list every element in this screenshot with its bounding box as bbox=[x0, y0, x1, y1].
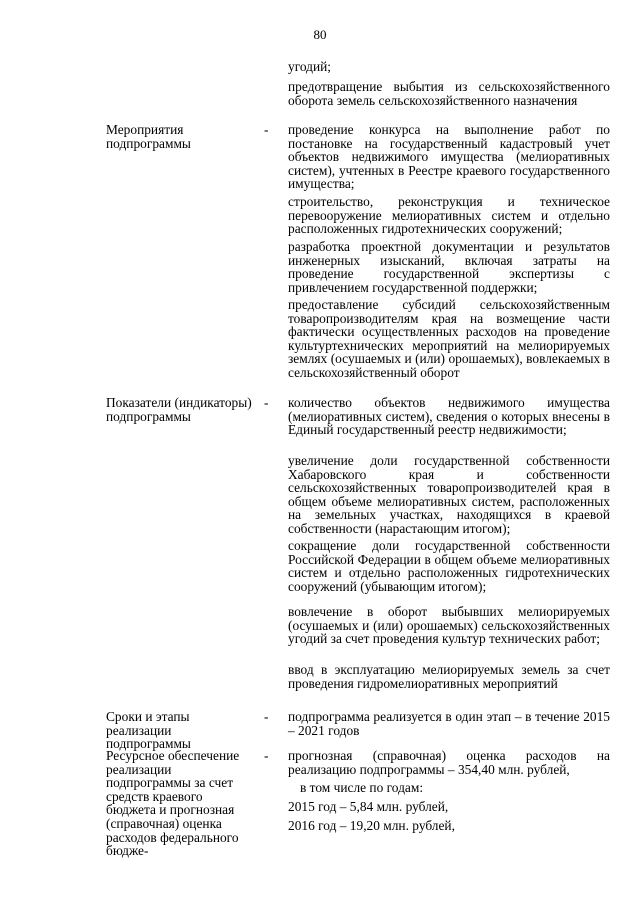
resources-estimate: прогнозная (справочная) оценка расходов на реализацию подпрограммы – 354,40 млн. рублей, bbox=[288, 748, 610, 777]
page-number: 80 bbox=[313, 27, 327, 42]
timing-label: Сроки и этапы реализации подпрограммы bbox=[106, 709, 191, 752]
resources-dash: - bbox=[264, 748, 269, 763]
resources-year-2016: 2016 год – 19,20 млн. рублей, bbox=[288, 818, 455, 833]
measures-label: Мероприятия подпрограммы bbox=[106, 122, 191, 151]
indicator-item: вовлечение в оборот выбывших мелиорируемых (осушаемых и (или) орошаемых) сельскохозяйственных угодий за счет проведения культур технических работ; bbox=[288, 604, 610, 647]
goal-item: угодий; bbox=[288, 59, 332, 74]
indicators-dash: - bbox=[264, 395, 269, 410]
timing-text: подпрограмма реализуется в один этап – в течение 2015 – 2021 годов bbox=[288, 709, 610, 738]
indicators-label: Показатели (индикаторы) подпрограммы bbox=[106, 395, 252, 424]
timing-dash: - bbox=[264, 709, 269, 724]
resources-label: Ресурсное обеспечение реализации подпрограммы за счет средств краевого бюджета и прогнозная (справочная) оценка расходов федерального бюдже- bbox=[106, 748, 240, 859]
measure-item: предоставление субсидий сельскохозяйственным товаропроизводителям края на возмещение части фактически осуществленных расходов на проведение культуртехнических мероприятий на мелиорируемых землях (осушаемых и (или) орошаемых), вовлекаемых в сельскохозяйственный оборот bbox=[288, 297, 610, 380]
indicator-item: ввод в эксплуатацию мелиорируемых земель за счет проведения гидромелиоративных мероприятий bbox=[288, 662, 610, 691]
indicator-item: сокращение доли государственной собственности Российской Федерации в общем объеме мелиоративных систем и отдельно расположенных гидротехнических сооружений (убывающим итогом); bbox=[288, 538, 610, 594]
measure-item: строительство, реконструкция и техническое перевооружение мелиоративных систем и отдельно расположенных гидротехнических сооружений; bbox=[288, 194, 610, 237]
measures-dash: - bbox=[264, 122, 269, 137]
resources-year-2015: 2015 год – 5,84 млн. рублей, bbox=[288, 799, 449, 814]
goal-item: предотвращение выбытия из сельскохозяйственного оборота земель сельскохозяйственного назначения bbox=[288, 79, 610, 108]
resources-by-years: в том числе по годам: bbox=[300, 780, 424, 795]
indicator-item: увеличение доли государственной собственности Хабаровского края и собственности сельскохозяйственных товаропроизводителей края в общем объеме мелиоративных систем, расположенных на земельных участках, находящихся в краевой собственности (нарастающим итогом); bbox=[288, 453, 610, 536]
measure-item: разработка проектной документации и результатов инженерных изысканий, включая затраты на проведение государственной экспертизы с привлечением государственной поддержки; bbox=[288, 239, 610, 295]
indicator-item: количество объектов недвижимого имущества (мелиоративных систем), сведения о которых внесены в Единый государственный реестр недвижимости; bbox=[288, 395, 610, 438]
measure-item: проведение конкурса на выполнение работ по постановке на государственный кадастровый учет объектов недвижимого имущества (мелиоративных систем), учтенных в Реестре краевого государственного имущества; bbox=[288, 122, 610, 192]
